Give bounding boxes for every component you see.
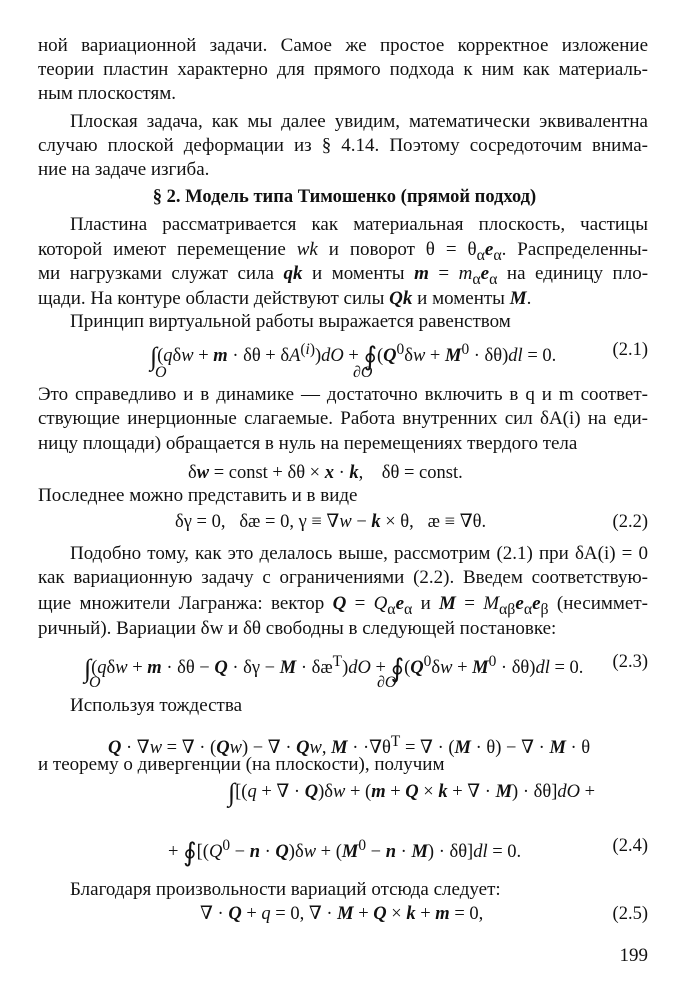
text-line: Плоская задача, как мы далее увидим, математически эквивалентна (70, 111, 648, 132)
equation-number: (2.1) (612, 340, 648, 360)
equation: $\int(q\delta w + m \cdot \delta\theta + \delta A^{(i)})dO$ + $∮(Q^0\delta w + M^0 \cdot \delta\theta)dl = 0$. (150, 341, 557, 372)
text-line: ние на задаче изгиба. (38, 159, 210, 180)
section-heading: § 2. Модель типа Тимошенко (прямой подход) (152, 187, 537, 207)
equation: ∇ · Q + q = 0, ∇ · M + Q × k + m = 0, (200, 904, 484, 924)
equation: + $∮[(Q^0 - n \cdot Q)\delta w + (M^0 - n \cdot M) \cdot \delta\theta]dl = 0$. (168, 837, 522, 868)
equation: ∫[(q + ∇ · Q)δw + (m + Q × k + ∇ · M) · δθ]dO + (228, 778, 596, 807)
text-line: ствующие инерционные слагаемые. Работа внутренних сил δA(i) на еди- (38, 408, 648, 429)
text-line: Благодаря произвольности вариаций отсюда следует: (70, 879, 501, 900)
equation-number: (2.5) (612, 904, 648, 924)
text-line: щие множители Лагранжа: вектор $Q = Q_\alpha e_\alpha$ и $M = M_{\alpha\beta}e_\alpha e_\beta$ (несиммет- (38, 593, 648, 618)
text-line: Это справедливо и в динамике — достаточно включить в q и m соответ- (38, 384, 648, 405)
text-line: Последнее можно представить и в виде (38, 485, 358, 506)
text-line: и теорему о дивергенции (на плоскости), получим (38, 754, 445, 775)
text-line: случаю плоской деформации из § 4.14. Поэтому сосредоточим внима- (38, 135, 648, 156)
text-line: теории пластин характерно для прямого подхода к ним как материаль- (38, 59, 648, 80)
equation-number: (2.2) (612, 512, 648, 532)
text-line: ной вариационной задачи. Самое же простое корректное изложение (38, 35, 648, 56)
text-line: Используя тождества (70, 695, 243, 716)
equation: Q · ∇w = ∇ · (Qw) − ∇ · Qw, $M \cdot \cdot\nabla\theta^T$ = ∇ · (M · θ) − ∇ · M · θ (108, 733, 591, 759)
equation: $\int(q\delta w + m \cdot \delta\theta - Q \cdot \delta\gamma - M \cdot \delta æ^T)dO$ + $∮(Q^0\delta w + M^0 \cdot \delta\theta)dl = 0$. (84, 653, 584, 684)
page-number: 199 (619, 945, 648, 966)
text-line: которой имеют перемещение wk и поворот $\theta = \theta_\alpha e_\alpha$. Распределенны- (38, 239, 649, 264)
text-line: щади. На контуре области действуют силы Qk и моменты M. (38, 288, 532, 309)
equation-number: (2.3) (612, 652, 648, 672)
text-line: ным плоскостям. (38, 83, 177, 104)
equation: δw = const + δθ × x · k, δθ = const. (188, 463, 463, 483)
text-line: Принцип виртуальной работы выражается равенством (70, 311, 511, 332)
text-line: как вариационную задачу с ограничениями (2.2). Введем соответствую- (38, 567, 648, 588)
equation: δγ = 0, δæ = 0, γ ≡ ∇w − k × θ, æ ≡ ∇θ. (175, 512, 487, 532)
text-line: ницу площади) обращается в нуль на перемещениях твердого тела (38, 433, 578, 454)
text-line: Пластина рассматривается как материальная плоскость, частицы (70, 214, 648, 235)
text-line: Подобно тому, как это делалось выше, рассмотрим (2.1) при δA(i) = 0 (70, 543, 648, 564)
text-line: ми нагрузками служат сила qk и моменты $m = m_\alpha e_\alpha$ на единицу пло- (38, 263, 649, 288)
text-line: ричный). Вариации δw и δθ свободны в следующей постановке: (38, 618, 557, 639)
equation-number: (2.4) (612, 836, 648, 856)
